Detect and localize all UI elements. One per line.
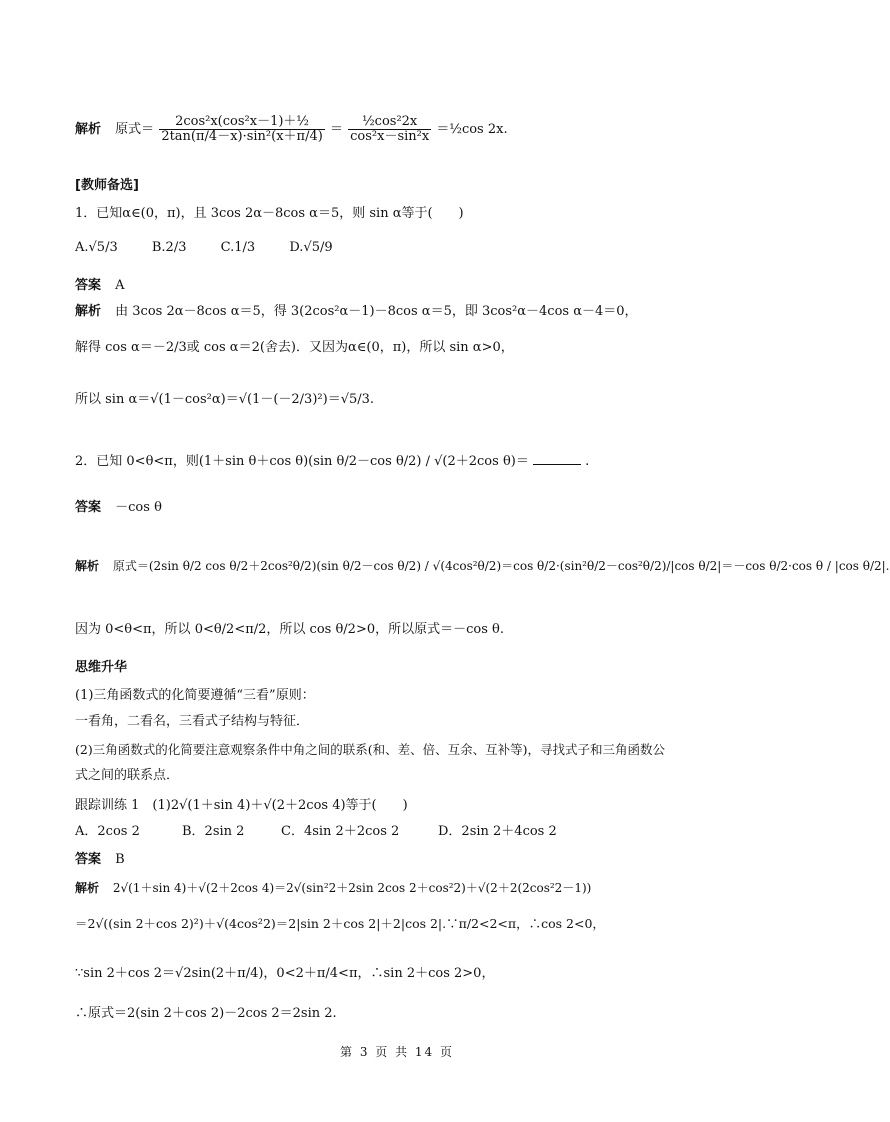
thinking-line-3: (2)三角函数式的化简要注意观察条件中角之间的联系(和、差、倍、互余、互补等)，寻找式子和三角函数公 [75,742,665,757]
practice-solution-line-4: ∴原式＝2(sin 2＋cos 2)－2cos 2＝2sin 2. [75,1006,337,1021]
thinking-line-1: (1)三角函数式的化简要遵循“三看”原则： [75,688,315,703]
fraction-2 [348,115,431,144]
q2-stem-end: . [585,454,590,469]
q2-stem-row [75,452,719,472]
practice-solution-text-1: 2√(1＋sin 4)＋√(2＋2cos 4)＝2√(sin²2＋2sin 2cos 2＋cos²2)＋√(2＋2(2cos²2－1)) [112,881,592,895]
q2-answer-blank [533,464,581,465]
practice-answer: B [115,852,125,867]
q1-answer-row [75,276,719,296]
practice-answer-label: 答案 [75,852,102,867]
q1-solution-line-3: 所以 sin α＝√(1－cos²α)＝√(1－(－2/3)²)＝√5/3. [75,392,375,407]
practice-solution-line-2: ＝2√((sin 2＋cos 2)²)＋√(4cos²2)＝2|sin 2＋cos 2|＋2|cos 2|.∵π/2<2<π，∴cos 2<0， [75,916,605,931]
q1-option-a: A.√5/3 [75,240,118,255]
q1-solution-label: 解析 [75,304,102,319]
fraction-1-numerator: 2cos²x(cos²x－1)＋½ [159,115,325,130]
thinking-title: 思维升华 [75,660,128,675]
practice-option-a: A．2cos 2 [75,824,140,839]
q1-solution-line-1 [75,302,719,322]
q1-answer-label: 答案 [75,278,102,293]
q1-options [75,238,719,258]
q1-option-c: C.1/3 [220,240,256,255]
practice-answer-row [75,850,719,870]
equals-sign: ＝ [329,122,343,137]
q2-solution-line-1 [75,556,890,576]
q2-solution-text-1: 原式＝(2sin θ/2 cos θ/2＋2cos²θ/2)(sin θ/2－cos θ/2) / √(4cos²θ/2)＝cos θ/2·(sin²θ/2－cos²θ/2)/|cos θ/2|＝－cos θ/2·cos θ / |cos θ/2|. [112,559,890,573]
q2-solution-line-2: 因为 0<θ<π，所以 0<θ/2<π/2，所以 cos θ/2>0，所以原式＝－cos θ. [75,622,504,637]
thinking-line-4: 式之间的联系点． [75,768,180,783]
q1-option-b: B.2/3 [151,240,187,255]
q1-solution-text-1: 由 3cos 2α－8cos α＝5，得 3(2cos²α－1)－8cos α＝5，即 3cos²α－4cos α－4＝0， [115,304,638,319]
page-footer: 第 3 页 共 14 页 [340,1045,454,1059]
teacher-section-title: [教师备选] [75,178,139,193]
q1-stem: 1．已知α∈(0，π)，且 3cos 2α－8cos α＝5，则 sin α等于( ) [75,206,464,221]
solution-lead: 原式＝ [115,122,155,137]
q2-answer-row [75,498,719,518]
practice-stem: 跟踪训练 1 (1)2√(1＋sin 4)＋√(2＋2cos 4)等于( ) [75,798,408,813]
fraction-2-denominator: cos²x－sin²x [350,129,430,144]
q2-answer-label: 答案 [75,500,102,515]
thinking-line-2: 一看角，二看名，三看式子结构与特征． [75,714,310,729]
q2-answer: －cos θ [115,500,162,515]
fraction-2-numerator: ½cos²2x [348,115,431,130]
fraction-1 [159,115,325,144]
practice-option-b: B．2sin 2 [182,824,245,839]
fraction-1-denominator: 2tan(π/4－x)·sin²(x＋π/4) [161,129,323,144]
practice-option-d: D．2sin 2＋4cos 2 [438,824,557,839]
solution-label: 解析 [75,122,102,137]
practice-solution-label: 解析 [75,881,100,895]
q1-answer: A [115,278,125,293]
practice-option-c: C．4sin 2＋2cos 2 [281,824,400,839]
result: ＝½cos 2x. [436,122,508,137]
q1-solution-line-2: 解得 cos α＝－2/3或 cos α＝2(舍去)．又因为α∈(0，π)，所以 sin α>0， [75,340,514,355]
q2-solution-label: 解析 [75,559,100,573]
practice-solution-line-3: ∵sin 2＋cos 2＝√2sin(2＋π/4)，0<2＋π/4<π，∴sin 2＋cos 2>0， [75,966,495,981]
practice-solution-line-1 [75,878,719,898]
q2-stem: 2．已知 0<θ<π，则(1＋sin θ＋cos θ)(sin θ/2－cos θ/2) / √(2＋2cos θ)＝ [75,454,529,469]
header-solution [75,100,719,160]
q1-option-d: D.√5/9 [289,240,333,255]
